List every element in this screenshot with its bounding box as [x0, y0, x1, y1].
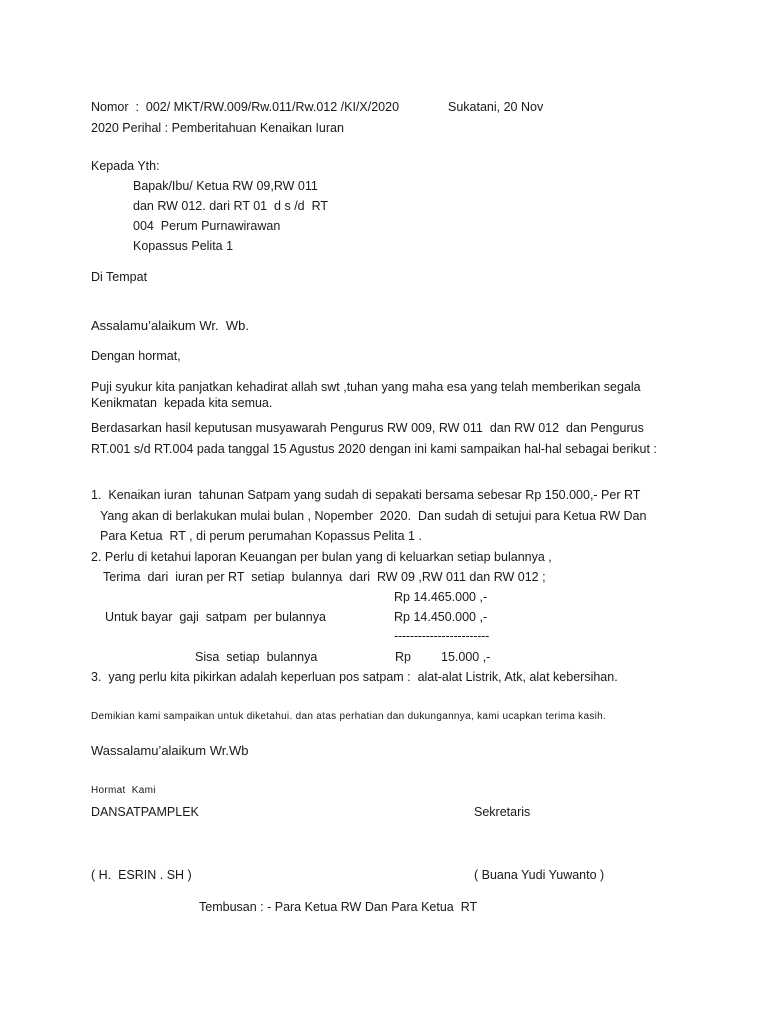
signatory-name-right: ( Buana Yudi Yuwanto ) [474, 868, 605, 882]
carbon-copy: Tembusan : - Para Ketua RW Dan Para Ketua RT [199, 900, 478, 914]
balance-currency: Rp [395, 650, 411, 664]
point-1-cont: Yang akan di berlakukan mulai bulan , Nopember 2020. Dan sudah di setujui para Ketua RW Dan [100, 509, 647, 523]
balance-label: Sisa setiap bulannya [195, 650, 318, 664]
addressee-label: Kepada Yth: [91, 159, 160, 173]
place-date: Sukatani, 20 Nov [448, 100, 544, 114]
point-2-cont: Terima dari iuran per RT setiap bulannya dari RW 09 ,RW 011 dan RW 012 ; [103, 570, 546, 584]
point-3: 3. yang perlu kita pikirkan adalah keperluan pos satpam : alat-alat Listrik, Atk, alat kebersihan. [91, 670, 618, 684]
paragraph-line: Kenikmatan kepada kita semua. [91, 396, 273, 410]
signatory-title-left: DANSATPAMPLEK [91, 805, 199, 819]
paragraph-line: Berdasarkan hasil keputusan musyawarah Pengurus RW 009, RW 011 dan RW 012 dan Pengurus [91, 421, 644, 435]
farewell: Wassalamu’alaikum Wr.Wb [91, 743, 249, 758]
expense-amount: Rp 14.450.000 ,- [394, 610, 488, 624]
paragraph-line: RT.001 s/d RT.004 pada tanggal 15 Agustus 2020 dengan ini kami sampaikan hal-hal sebagai berikut : [91, 442, 657, 456]
balance-amount: 15.000 ,- [441, 650, 491, 664]
sum-separator: ------------------------ [394, 629, 490, 643]
signatory-name-left: ( H. ESRIN . SH ) [91, 868, 192, 882]
subject-line: 2020 Perihal : Pemberitahuan Kenaikan Iuran [91, 121, 344, 135]
addressee-line: 004 Perum Purnawirawan [133, 219, 281, 233]
point-1-cont: Para Ketua RT , di perum perumahan Kopassus Pelita 1 . [100, 529, 422, 543]
closing-statement: Demikian kami sampaikan untuk diketahui. dan atas perhatian dan dukungannya, kami ucapkan terima kasih. [91, 711, 607, 722]
regards: Hormat Kami [91, 785, 156, 796]
addressee-line: Bapak/Ibu/ Ketua RW 09,RW 011 [133, 179, 318, 193]
addressee-line: Kopassus Pelita 1 [133, 239, 234, 253]
greeting: Assalamu’alaikum Wr. Wb. [91, 318, 249, 333]
point-1: 1. Kenaikan iuran tahunan Satpam yang sudah di sepakati bersama sebesar Rp 150.000,- Per RT [91, 488, 641, 502]
paragraph-line: Puji syukur kita panjatkan kehadirat allah swt ,tuhan yang maha esa yang telah memberikan segala [91, 380, 641, 394]
point-2: 2. Perlu di ketahui laporan Keuangan per bulan yang di keluarkan setiap bulannya , [91, 550, 552, 564]
signatory-title-right: Sekretaris [474, 805, 531, 819]
salutation: Dengan hormat, [91, 349, 181, 363]
income-amount: Rp 14.465.000 ,- [394, 590, 488, 604]
di-tempat: Di Tempat [91, 270, 148, 284]
expense-label: Untuk bayar gaji satpam per bulannya [105, 610, 326, 624]
letter-number: Nomor : 002/ MKT/RW.009/Rw.011/Rw.012 /KI/X/2020 [91, 100, 400, 114]
addressee-line: dan RW 012. dari RT 01 d s /d RT [133, 199, 329, 213]
